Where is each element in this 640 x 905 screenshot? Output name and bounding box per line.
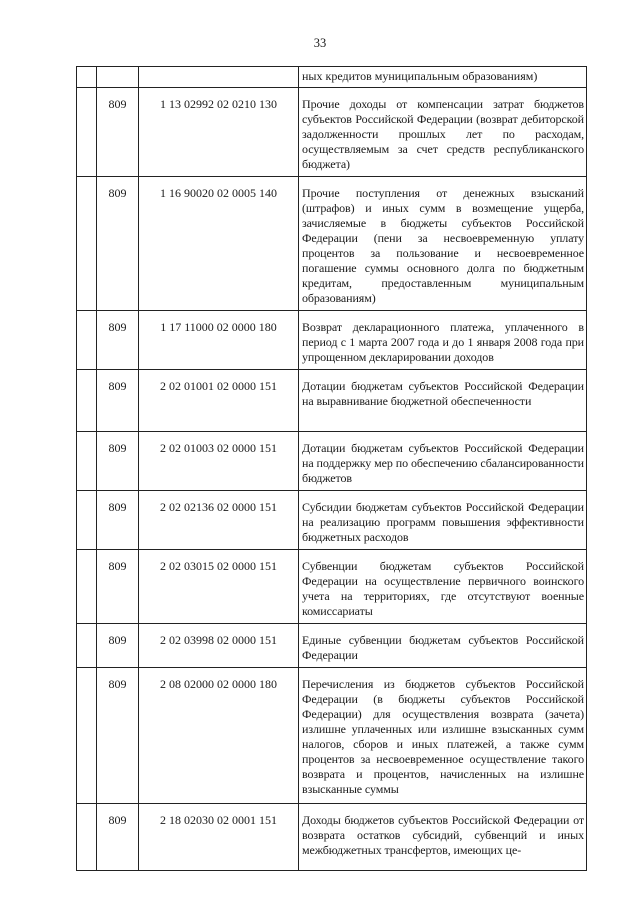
table-cell-index — [77, 311, 97, 370]
table-cell-code: 1 13 02992 02 0210 130 — [139, 88, 299, 177]
table-cell-index — [77, 67, 97, 88]
table-cell-admin: 809 — [97, 177, 139, 311]
table-cell-admin: 809 — [97, 668, 139, 804]
table-cell-index — [77, 88, 97, 177]
table-cell-description: Прочие доходы от компенсации затрат бюджетов субъектов Российской Федерации (возврат дебиторской задолженности прошлых лет по расходам, осуществляемым за счет средств республиканского бюджета) — [299, 88, 587, 177]
table-cell-description: Субвенции бюджетам субъектов Российской Федерации на осуществление первичного воинского учета на территориях, где отсутствуют военные комиссариаты — [299, 550, 587, 624]
table-cell-description: Доходы бюджетов субъектов Российской Федерации от возврата остатков субсидий, субвенций и иных межбюджетных трансфертов, имеющих це- — [299, 804, 587, 871]
table-cell-index — [77, 491, 97, 550]
table-cell-description: Прочие поступления от денежных взысканий (штрафов) и иных сумм в возмещение ущерба, зачисляемые в бюджеты субъектов Российской Федерации (пени за несвоевременную уплату процентов за пользование и несвоевременное погашение суммы основного долга по бюджетным кредитам, предоставленным муниципальным образованиям) — [299, 177, 587, 311]
table-cell-admin: 809 — [97, 491, 139, 550]
table-cell-admin: 809 — [97, 804, 139, 871]
table-cell-code: 2 02 03998 02 0000 151 — [139, 624, 299, 668]
table-cell-code: 2 18 02030 02 0001 151 — [139, 804, 299, 871]
table-row — [77, 88, 587, 177]
table-cell-admin: 809 — [97, 624, 139, 668]
table-cell-admin: 809 — [97, 311, 139, 370]
table-row — [77, 804, 587, 871]
table-cell-code — [139, 67, 299, 88]
page-number: 33 — [313, 36, 327, 50]
table-cell-admin: 809 — [97, 432, 139, 491]
table-row — [77, 624, 587, 668]
table-cell-admin: 809 — [97, 550, 139, 624]
table-cell-index — [77, 370, 97, 432]
table-cell-index — [77, 177, 97, 311]
table-cell-code: 1 17 11000 02 0000 180 — [139, 311, 299, 370]
table-cell-description: Единые субвенции бюджетам субъектов Российской Федерации — [299, 624, 587, 668]
table-row — [77, 550, 587, 624]
table-cell-description: Возврат декларационного платежа, уплаченного в период с 1 марта 2007 года и до 1 января 2008 года при упрощенном декларировании доходов — [299, 311, 587, 370]
table-cell-index — [77, 550, 97, 624]
table-cell-index — [77, 804, 97, 871]
table-cell-index — [77, 432, 97, 491]
table-row — [77, 668, 587, 804]
table-row — [77, 311, 587, 370]
table-cell-index — [77, 624, 97, 668]
table-cell-code: 2 02 02136 02 0000 151 — [139, 491, 299, 550]
table-cell-description: Дотации бюджетам субъектов Российской Федерации на выравнивание бюджетной обеспеченности — [299, 370, 587, 432]
table-row — [77, 432, 587, 491]
table-cell-description: Перечисления из бюджетов субъектов Российской Федерации (в бюджеты субъектов Российской Федерации) для осуществления возврата (зачета) излишне уплаченных или излишне взысканных сумм налогов, сборов и иных платежей, а также сумм процентов за несвоевременное осуществление такого возврата и процентов, начисленных на излишне взысканные суммы — [299, 668, 587, 804]
table-row — [77, 370, 587, 432]
table-cell-description: Дотации бюджетам субъектов Российской Федерации на поддержку мер по обеспечению сбалансированности бюджетов — [299, 432, 587, 491]
table-cell-admin — [97, 67, 139, 88]
table-cell-code: 2 08 02000 02 0000 180 — [139, 668, 299, 804]
table-cell-code: 2 02 03015 02 0000 151 — [139, 550, 299, 624]
table-cell-description: ных кредитов муниципальным образованиям) — [299, 67, 587, 88]
table-cell-index — [77, 668, 97, 804]
table-cell-code: 1 16 90020 02 0005 140 — [139, 177, 299, 311]
table-cell-admin: 809 — [97, 88, 139, 177]
table-cell-code: 2 02 01003 02 0000 151 — [139, 432, 299, 491]
table-cell-description: Субсидии бюджетам субъектов Российской Федерации на реализацию программ повышения эффективности бюджетных расходов — [299, 491, 587, 550]
table-row — [77, 491, 587, 550]
table-row — [77, 177, 587, 311]
table-cell-admin: 809 — [97, 370, 139, 432]
revenue-classification-table — [76, 66, 587, 871]
table-cell-code: 2 02 01001 02 0000 151 — [139, 370, 299, 432]
table-row-continuation — [77, 67, 587, 88]
